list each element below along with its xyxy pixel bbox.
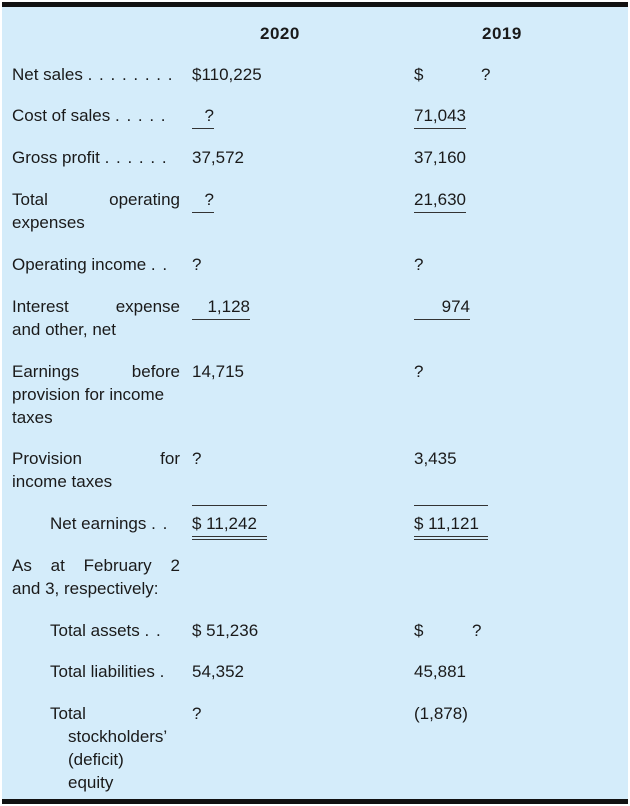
earnings-before-provision-label: Earnings before provision for income taxes <box>12 362 180 427</box>
as-at-note: As at February 2 and 3, respectively: <box>12 556 180 598</box>
total-assets-2020: $ 51,236 <box>192 621 259 640</box>
net-earnings-2020-top-rule <box>192 505 267 506</box>
total-equity-2019: (1,878) <box>414 704 468 723</box>
net-earnings-2019-top-rule <box>414 505 488 506</box>
gross-profit-label: Gross profit . . . . . . <box>12 148 168 167</box>
net-earnings-2019: $ 11,121 <box>414 512 488 540</box>
interest-expense-label: Interest expense and other, net <box>12 297 180 339</box>
total-assets-2019-currency: $ <box>414 621 424 640</box>
provision-2020: ? <box>192 449 202 468</box>
total-liabilities-2020: 54,352 <box>192 662 244 681</box>
total-assets-2019: ? <box>472 621 482 640</box>
operating-income-label: Operating income . . <box>12 255 169 274</box>
provision-2019: 3,435 <box>414 449 457 468</box>
total-liabilities-2019: 45,881 <box>414 662 466 681</box>
header-2019: 2019 <box>482 24 522 43</box>
provision-label: Provision for income taxes <box>12 449 180 491</box>
net-sales-2019: ? <box>481 65 491 84</box>
financial-table <box>2 2 628 804</box>
earnings-before-provision-2020: 14,715 <box>192 362 244 381</box>
cost-of-sales-2019: 71,043 <box>414 104 466 129</box>
net-sales-label: Net sales . . . . . . . . <box>12 65 174 84</box>
total-liabilities-label: Total liabilities . <box>50 662 166 681</box>
cost-of-sales-2020: ? <box>192 104 214 129</box>
total-equity-2020: ? <box>192 704 202 723</box>
total-operating-expenses-2019: 21,630 <box>414 188 466 213</box>
operating-income-2020: ? <box>192 255 202 274</box>
gross-profit-2019: 37,160 <box>414 148 466 167</box>
total-assets-label: Total assets . . <box>50 621 162 640</box>
total-equity-label: Total stockholders’ (deficit) equity <box>50 704 168 792</box>
cost-of-sales-label: Cost of sales . . . . . <box>12 106 167 125</box>
net-earnings-2020: $ 11,242 <box>192 512 267 540</box>
total-operating-expenses-2020: ? <box>192 188 214 213</box>
net-sales-2019-currency: $ <box>414 65 424 84</box>
header-2020: 2020 <box>260 24 300 43</box>
total-operating-expenses-label: Total operating expenses <box>12 190 180 232</box>
interest-expense-2020: 1,128 <box>192 295 250 320</box>
earnings-before-provision-2019: ? <box>414 362 424 381</box>
interest-expense-2019: 974 <box>414 295 470 320</box>
operating-income-2019: ? <box>414 255 424 274</box>
gross-profit-2020: 37,572 <box>192 148 244 167</box>
net-earnings-label: Net earnings . . <box>50 514 169 533</box>
net-sales-2020: $110,225 <box>192 65 262 84</box>
